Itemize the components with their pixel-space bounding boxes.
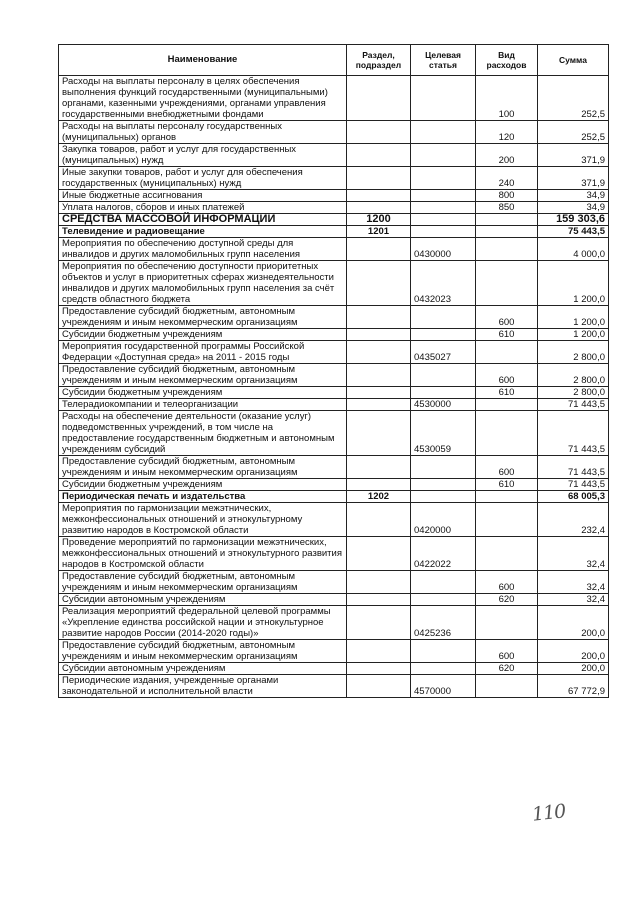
cell-sum: 200,0	[538, 640, 609, 663]
cell-section	[347, 202, 411, 214]
cell-section: 1201	[347, 226, 411, 238]
cell-name: Предоставление субсидий бюджетным, автономным учреждениям и иным некоммерческим организациям	[59, 364, 347, 387]
cell-kind	[476, 261, 538, 306]
table-row	[59, 364, 609, 387]
cell-section	[347, 167, 411, 190]
cell-target	[411, 144, 476, 167]
cell-name: Расходы на обеспечение деятельности (оказание услуг) подведомственных учреждений, в том числе на предоставление государственным бюджетным и автономным учреждениям субсидий	[59, 411, 347, 456]
cell-sum: 1 200,0	[538, 306, 609, 329]
cell-kind: 120	[476, 121, 538, 144]
cell-section	[347, 238, 411, 261]
cell-section	[347, 606, 411, 640]
cell-section	[347, 411, 411, 456]
table-row	[59, 387, 609, 399]
cell-kind	[476, 537, 538, 571]
cell-target: 0432023	[411, 261, 476, 306]
cell-kind: 620	[476, 594, 538, 606]
cell-target	[411, 121, 476, 144]
cell-name: Предоставление субсидий бюджетным, автономным учреждениям и иным некоммерческим организациям	[59, 306, 347, 329]
table-row	[59, 640, 609, 663]
table-row	[59, 306, 609, 329]
cell-name: Расходы на выплаты персоналу государственных (муниципальных) органов	[59, 121, 347, 144]
cell-target: 0425236	[411, 606, 476, 640]
header-kind: Вид расходов	[476, 45, 538, 76]
table-row	[59, 238, 609, 261]
cell-kind: 600	[476, 456, 538, 479]
cell-name: Телевидение и радиовещание	[59, 226, 347, 238]
header-section: Раздел, подраздел	[347, 45, 411, 76]
cell-target	[411, 456, 476, 479]
cell-target: 0422022	[411, 537, 476, 571]
cell-sum: 71 443,5	[538, 399, 609, 411]
budget-table	[58, 44, 609, 698]
cell-section: 1200	[347, 214, 411, 226]
cell-target	[411, 202, 476, 214]
table-row	[59, 329, 609, 341]
cell-sum: 67 772,9	[538, 675, 609, 698]
table-row	[59, 167, 609, 190]
cell-section	[347, 364, 411, 387]
cell-target	[411, 663, 476, 675]
cell-sum: 200,0	[538, 663, 609, 675]
table-header-row	[59, 45, 609, 76]
table-row	[59, 606, 609, 640]
cell-section	[347, 190, 411, 202]
cell-kind	[476, 411, 538, 456]
cell-section	[347, 571, 411, 594]
cell-section	[347, 261, 411, 306]
cell-name: Предоставление субсидий бюджетным, автономным учреждениям и иным некоммерческим организациям	[59, 456, 347, 479]
table-row	[59, 144, 609, 167]
cell-kind	[476, 503, 538, 537]
cell-sum: 200,0	[538, 606, 609, 640]
cell-kind	[476, 606, 538, 640]
table-row	[59, 214, 609, 226]
cell-target	[411, 214, 476, 226]
cell-name: Субсидии бюджетным учреждениям	[59, 329, 347, 341]
table-row	[59, 341, 609, 364]
table-row	[59, 190, 609, 202]
cell-sum: 32,4	[538, 537, 609, 571]
cell-kind: 610	[476, 387, 538, 399]
cell-kind: 850	[476, 202, 538, 214]
cell-name: Мероприятия по обеспечению доступной среды для инвалидов и других маломобильных групп населения	[59, 238, 347, 261]
cell-kind: 100	[476, 76, 538, 121]
cell-target: 4570000	[411, 675, 476, 698]
cell-target: 0420000	[411, 503, 476, 537]
header-name: Наименование	[59, 45, 347, 76]
cell-name: Предоставление субсидий бюджетным, автономным учреждениям и иным некоммерческим организациям	[59, 640, 347, 663]
cell-sum: 232,4	[538, 503, 609, 537]
cell-section	[347, 341, 411, 364]
cell-kind: 600	[476, 571, 538, 594]
table-body	[59, 76, 609, 698]
cell-sum: 71 443,5	[538, 456, 609, 479]
cell-section	[347, 675, 411, 698]
cell-section	[347, 503, 411, 537]
cell-target	[411, 387, 476, 399]
cell-sum: 34,9	[538, 190, 609, 202]
cell-name: Мероприятия государственной программы Российской Федерации «Доступная среда» на 2011 - 2015 годы	[59, 341, 347, 364]
table-row	[59, 594, 609, 606]
table-row	[59, 479, 609, 491]
table-row	[59, 399, 609, 411]
cell-name: Предоставление субсидий бюджетным, автономным учреждениям и иным некоммерческим организациям	[59, 571, 347, 594]
cell-name: Субсидии бюджетным учреждениям	[59, 479, 347, 491]
table-row	[59, 202, 609, 214]
cell-name: СРЕДСТВА МАССОВОЙ ИНФОРМАЦИИ	[59, 214, 347, 226]
cell-sum: 34,9	[538, 202, 609, 214]
cell-kind: 610	[476, 329, 538, 341]
cell-kind	[476, 675, 538, 698]
cell-name: Телерадиокомпании и телеорганизации	[59, 399, 347, 411]
table-row	[59, 675, 609, 698]
table-row	[59, 261, 609, 306]
cell-name: Субсидии автономным учреждениям	[59, 663, 347, 675]
cell-kind	[476, 399, 538, 411]
cell-name: Субсидии автономным учреждениям	[59, 594, 347, 606]
cell-kind: 800	[476, 190, 538, 202]
cell-name: Мероприятия по обеспечению доступности приоритетных объектов и услуг в приоритетных сферах жизнедеятельности инвалидов и других маломобильных групп населения за счёт средств областного бюджета	[59, 261, 347, 306]
cell-kind: 600	[476, 364, 538, 387]
cell-name: Периодическая печать и издательства	[59, 491, 347, 503]
cell-section	[347, 594, 411, 606]
header-sum: Сумма	[538, 45, 609, 76]
table-row	[59, 537, 609, 571]
cell-section	[347, 479, 411, 491]
cell-sum: 252,5	[538, 121, 609, 144]
cell-sum: 71 443,5	[538, 411, 609, 456]
cell-name: Мероприятия по гармонизации межэтнических, межконфессиональных отношений и этнокультурному развитию народов в Костромской области	[59, 503, 347, 537]
cell-section	[347, 387, 411, 399]
cell-name: Периодические издания, учрежденные органами законодательной и исполнительной власти	[59, 675, 347, 698]
table-row	[59, 121, 609, 144]
table-row	[59, 663, 609, 675]
cell-sum: 2 800,0	[538, 387, 609, 399]
cell-name: Иные закупки товаров, работ и услуг для обеспечения государственных (муниципальных) нужд	[59, 167, 347, 190]
cell-target	[411, 571, 476, 594]
cell-target	[411, 76, 476, 121]
cell-section	[347, 537, 411, 571]
cell-kind	[476, 238, 538, 261]
table-row	[59, 76, 609, 121]
cell-sum: 252,5	[538, 76, 609, 121]
table-row	[59, 456, 609, 479]
cell-section	[347, 144, 411, 167]
cell-sum: 2 800,0	[538, 341, 609, 364]
cell-section	[347, 121, 411, 144]
cell-target: 0435027	[411, 341, 476, 364]
cell-section	[347, 640, 411, 663]
cell-sum: 4 000,0	[538, 238, 609, 261]
cell-kind: 600	[476, 640, 538, 663]
cell-name: Расходы на выплаты персоналу в целях обеспечения выполнения функций государственными (муниципальными) органами, казенными учреждениями, органами управления государственными внебюджетными фондами	[59, 76, 347, 121]
cell-name: Закупка товаров, работ и услуг для государственных (муниципальных) нужд	[59, 144, 347, 167]
cell-name: Субсидии бюджетным учреждениям	[59, 387, 347, 399]
cell-kind: 240	[476, 167, 538, 190]
cell-sum: 1 200,0	[538, 261, 609, 306]
cell-section	[347, 663, 411, 675]
cell-sum: 71 443,5	[538, 479, 609, 491]
cell-kind	[476, 214, 538, 226]
cell-section: 1202	[347, 491, 411, 503]
table-row	[59, 411, 609, 456]
table-row	[59, 491, 609, 503]
cell-target	[411, 491, 476, 503]
table-row	[59, 226, 609, 238]
cell-sum: 1 200,0	[538, 329, 609, 341]
cell-target	[411, 640, 476, 663]
cell-section	[347, 76, 411, 121]
cell-name: Уплата налогов, сборов и иных платежей	[59, 202, 347, 214]
page-number: 110	[530, 800, 567, 826]
cell-sum: 371,9	[538, 144, 609, 167]
cell-kind: 200	[476, 144, 538, 167]
cell-section	[347, 456, 411, 479]
cell-section	[347, 306, 411, 329]
cell-kind	[476, 341, 538, 364]
cell-target	[411, 167, 476, 190]
cell-name: Проведение мероприятий по гармонизации межэтнических, межконфессиональных отношений и этнокультурного развития народов в Костромской области	[59, 537, 347, 571]
cell-name: Иные бюджетные ассигнования	[59, 190, 347, 202]
cell-sum: 75 443,5	[538, 226, 609, 238]
cell-target	[411, 329, 476, 341]
cell-target: 0430000	[411, 238, 476, 261]
cell-kind	[476, 226, 538, 238]
cell-sum: 32,4	[538, 571, 609, 594]
cell-target: 4530059	[411, 411, 476, 456]
cell-kind: 610	[476, 479, 538, 491]
cell-name: Реализация мероприятий федеральной целевой программы «Укрепление единства российской нации и этнокультурное развитие народов России (2014-2020 годы)»	[59, 606, 347, 640]
cell-target	[411, 226, 476, 238]
table-row	[59, 503, 609, 537]
cell-target	[411, 479, 476, 491]
cell-sum: 68 005,3	[538, 491, 609, 503]
cell-sum: 2 800,0	[538, 364, 609, 387]
cell-kind	[476, 491, 538, 503]
cell-target	[411, 306, 476, 329]
cell-section	[347, 329, 411, 341]
cell-target	[411, 364, 476, 387]
cell-target	[411, 594, 476, 606]
cell-kind: 600	[476, 306, 538, 329]
cell-target	[411, 190, 476, 202]
table-row	[59, 571, 609, 594]
cell-kind: 620	[476, 663, 538, 675]
cell-sum: 371,9	[538, 167, 609, 190]
cell-sum: 32,4	[538, 594, 609, 606]
cell-target: 4530000	[411, 399, 476, 411]
cell-section	[347, 399, 411, 411]
header-target: Целевая статья	[411, 45, 476, 76]
cell-sum: 159 303,6	[538, 214, 609, 226]
